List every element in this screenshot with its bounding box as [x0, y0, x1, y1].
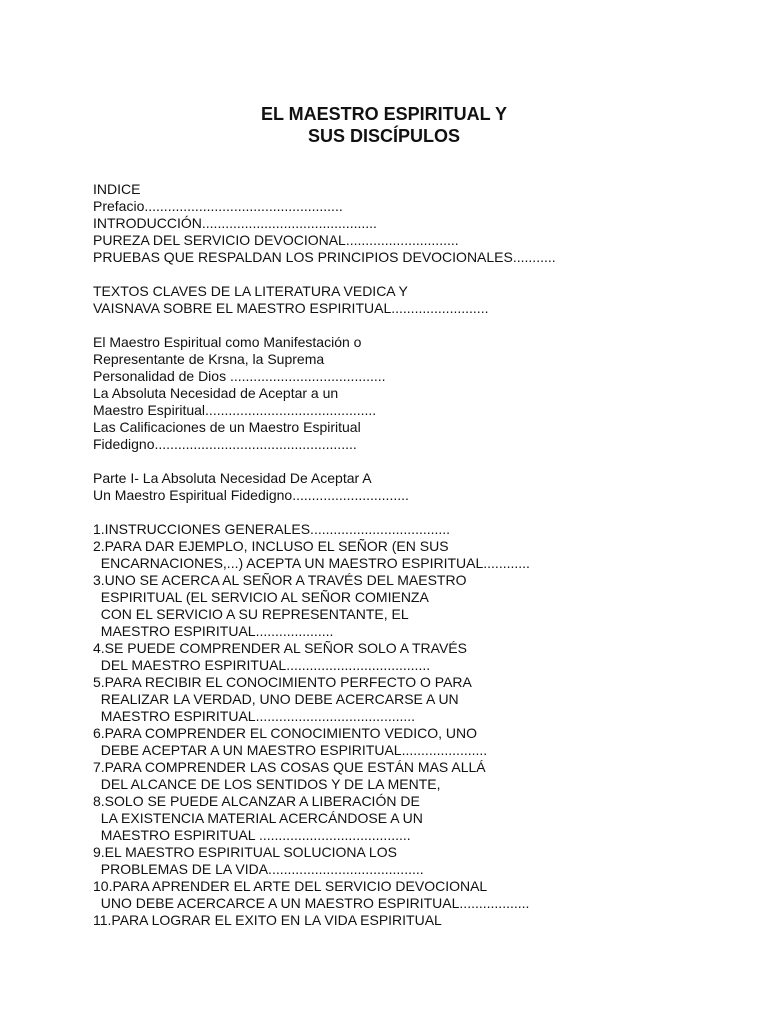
textos-claves-line: TEXTOS CLAVES DE LA LITERATURA VEDICA Y [93, 283, 408, 299]
textos-claves-line: VAISNAVA SOBRE EL MAESTRO ESPIRITUAL......................... [93, 300, 489, 316]
parte-i-line: Un Maestro Espiritual Fidedigno.............................. [93, 487, 409, 503]
chapter-line: 4.SE PUEDE COMPRENDER AL SEÑOR SOLO A TRAVÉS [93, 640, 467, 656]
chapter-line: CON EL SERVICIO A SU REPRESENTANTE, EL [93, 606, 409, 622]
chapter-line: 7.PARA COMPRENDER LAS COSAS QUE ESTÁN MAS ALLÁ [93, 759, 486, 775]
maestro-section-line: Las Calificaciones de un Maestro Espiritual [93, 419, 361, 435]
chapter-line: MAESTRO ESPIRITUAL......................................... [93, 708, 416, 724]
maestro-section-line: La Absoluta Necesidad de Aceptar a un [93, 385, 339, 401]
maestro-section-line: El Maestro Espiritual como Manifestación o [93, 334, 362, 350]
index-heading: INDICE [93, 181, 141, 197]
chapter-line: 5.PARA RECIBIR EL CONOCIMIENTO PERFECTO O PARA [93, 674, 472, 690]
maestro-section-line: Personalidad de Dios ........................................ [93, 368, 386, 384]
title-line-1: EL MAESTRO ESPIRITUAL Y [260, 104, 508, 124]
chapter-line: DEL ALCANCE DE LOS SENTIDOS Y DE LA MENTE, [93, 776, 441, 792]
maestro-section-line: Fidedigno.................................................... [93, 436, 357, 452]
chapter-line: PROBLEMAS DE LA VIDA........................................ [93, 861, 424, 877]
chapter-line: 8.SOLO SE PUEDE ALCANZAR A LIBERACIÓN DE [93, 793, 420, 809]
chapter-line: 9.EL MAESTRO ESPIRITUAL SOLUCIONA LOS [93, 844, 397, 860]
chapter-line: REALIZAR LA VERDAD, UNO DEBE ACERCARSE A UN [93, 691, 459, 707]
chapter-line: 11.PARA LOGRAR EL EXITO EN LA VIDA ESPIRITUAL [93, 912, 442, 928]
spacer [93, 266, 733, 283]
document-title [0, 103, 768, 147]
chapter-line: 6.PARA COMPRENDER EL CONOCIMIENTO VEDICO, UNO [93, 725, 478, 741]
index-entry: Prefacio................................................... [93, 198, 343, 214]
chapter-line: UNO DEBE ACERCARCE A UN MAESTRO ESPIRITUAL.................. [93, 895, 530, 911]
chapter-line: ENCARNACIONES,...) ACEPTA UN MAESTRO ESPIRITUAL............ [93, 555, 530, 571]
spacer [93, 453, 733, 470]
chapter-line: DEL MAESTRO ESPIRITUAL..................................... [93, 657, 431, 673]
maestro-section-line: Representante de Krsna, la Suprema [93, 351, 325, 367]
index-entry: INTRODUCCIÓN............................................. [93, 215, 377, 231]
title-line-2: SUS DISCÍPULOS [307, 126, 461, 146]
index-entry: PUREZA DEL SERVICIO DEVOCIONAL............................. [93, 232, 459, 248]
spacer [93, 317, 733, 334]
chapter-line: MAESTRO ESPIRITUAL.................... [93, 623, 334, 639]
chapter-line: 1.INSTRUCCIONES GENERALES.................................... [93, 521, 451, 537]
index-body [93, 181, 733, 929]
chapter-line: MAESTRO ESPIRITUAL ....................................... [93, 827, 411, 843]
maestro-section-line: Maestro Espiritual............................................ [93, 402, 377, 418]
chapter-line: 3.UNO SE ACERCA AL SEÑOR A TRAVÉS DEL MAESTRO [93, 572, 467, 588]
chapter-line: LA EXISTENCIA MATERIAL ACERCÁNDOSE A UN [93, 810, 423, 826]
chapter-line: DEBE ACEPTAR A UN MAESTRO ESPIRITUAL...................... [93, 742, 488, 758]
chapter-line: 2.PARA DAR EJEMPLO, INCLUSO EL SEÑOR (EN SUS [93, 538, 449, 554]
parte-i-line: Parte I- La Absoluta Necesidad De Aceptar A [93, 470, 372, 486]
index-entry: PRUEBAS QUE RESPALDAN LOS PRINCIPIOS DEVOCIONALES........... [93, 249, 556, 265]
spacer [93, 504, 733, 521]
chapter-line: 10.PARA APRENDER EL ARTE DEL SERVICIO DEVOCIONAL [93, 878, 488, 894]
chapter-line: ESPIRITUAL (EL SERVICIO AL SEÑOR COMIENZA [93, 589, 429, 605]
